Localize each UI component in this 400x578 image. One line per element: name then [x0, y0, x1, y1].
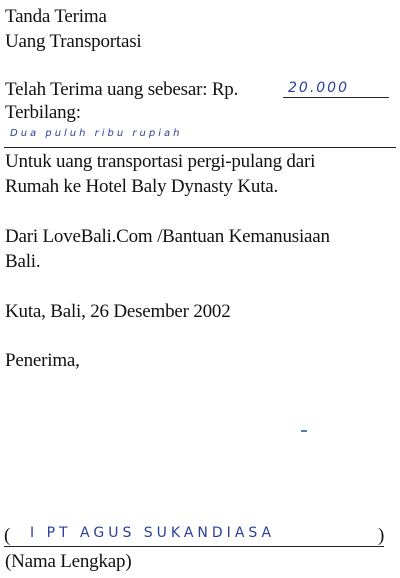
amount-label: Telah Terima uang sebesar: Rp.	[5, 79, 239, 100]
signature-close-paren: )	[378, 525, 385, 546]
recipient-label: Penerima,	[5, 350, 80, 371]
place-date: Kuta, Bali, 26 Desember 2002	[5, 301, 231, 322]
receipt-subtitle: Uang Transportasi	[5, 31, 142, 52]
receipt-title: Tanda Terima	[5, 6, 107, 27]
amount-underline	[283, 97, 389, 98]
purpose-line-1: Untuk uang transportasi pergi-pulang dari	[5, 151, 316, 172]
signature-name-handwritten: I PT AGUS SUKANDIASA	[30, 525, 276, 541]
pen-mark	[301, 430, 307, 432]
in-words-label: Terbilang:	[5, 102, 81, 123]
purpose-line-2: Rumah ke Hotel Baly Dynasty Kuta.	[5, 176, 279, 197]
full-name-label: (Nama Lengkap)	[5, 551, 132, 572]
from-line-2: Bali.	[5, 251, 41, 272]
amount-handwritten: 20.000	[288, 80, 349, 96]
signature-open-paren: (	[4, 525, 11, 546]
signature-underline	[4, 546, 384, 547]
from-line-1: Dari LoveBali.Com /Bantuan Kemanusiaan	[5, 226, 330, 247]
in-words-rule	[4, 147, 396, 148]
in-words-handwritten: Dua puluh ribu rupiah	[10, 128, 183, 139]
